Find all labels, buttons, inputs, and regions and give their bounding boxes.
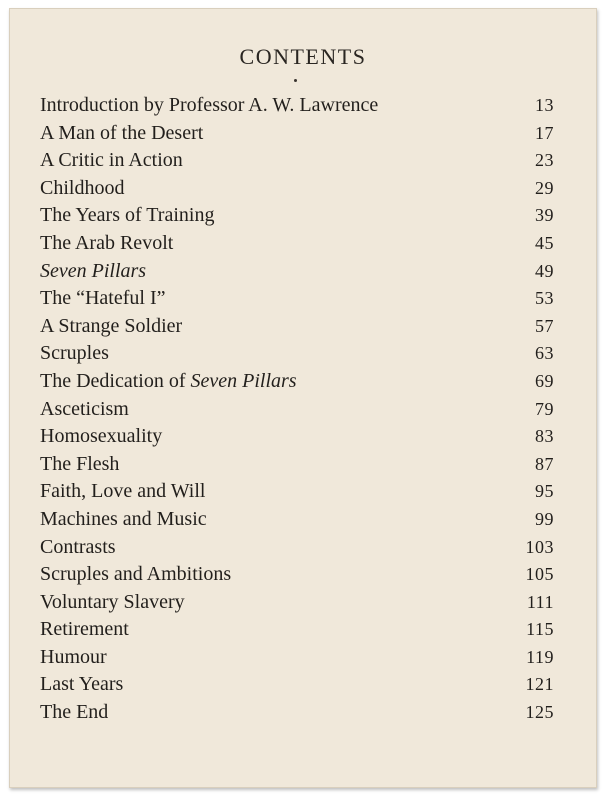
heading-ornament-dot <box>294 79 297 82</box>
toc-entry <box>40 425 554 453</box>
toc-entry <box>40 453 554 481</box>
toc-entry-page: 69 <box>535 370 554 391</box>
toc-entry <box>40 701 554 729</box>
toc-entry-title: Contrasts <box>40 535 116 558</box>
toc-entry-title: A Man of the Desert <box>40 121 204 144</box>
toc-entry-page: 23 <box>535 150 554 171</box>
toc-entry-title: Retirement <box>40 618 129 641</box>
toc-entry-title: The End <box>40 701 109 724</box>
toc-entry <box>40 618 554 646</box>
toc-entry <box>40 480 554 508</box>
toc-entry-title: Humour <box>40 645 107 668</box>
toc-entry-page: 87 <box>535 453 554 474</box>
toc-entry-title: The Arab Revolt <box>40 231 174 254</box>
toc-entry-title: Homosexuality <box>40 425 163 448</box>
toc-entry-title-italic: Seven Pillars <box>40 259 147 282</box>
toc-entry-title: The “Hateful I” <box>40 287 166 310</box>
toc-entry <box>40 232 554 260</box>
toc-entry <box>40 149 554 177</box>
toc-entry-page: 99 <box>535 508 554 529</box>
toc-entry <box>40 646 554 674</box>
toc-entry-title: The Years of Training <box>40 204 215 227</box>
toc-entry-page: 49 <box>535 260 554 281</box>
toc-entry-title: Scruples <box>40 342 109 365</box>
toc-entry <box>40 536 554 564</box>
toc-entry-page: 29 <box>535 177 554 198</box>
toc-entry <box>40 122 554 150</box>
toc-entry-title: Machines and Music <box>40 507 207 530</box>
toc-entry-page: 13 <box>535 95 554 115</box>
toc-entry-title: Last Years <box>40 673 124 696</box>
toc-entry-title: The Flesh <box>40 452 120 475</box>
toc-entry-page: 39 <box>535 205 554 226</box>
toc-entry <box>40 563 554 591</box>
toc-entry <box>40 315 554 343</box>
toc-entry-title: Voluntary Slavery <box>40 590 185 613</box>
toc-entry-title: Childhood <box>40 176 125 199</box>
toc-entry-page: 63 <box>535 343 554 364</box>
table-of-contents <box>40 94 554 729</box>
toc-entry <box>40 591 554 619</box>
toc-entry-page: 115 <box>526 619 554 640</box>
toc-entry-title-italic: Seven Pillars <box>190 369 297 392</box>
toc-entry-page: 53 <box>535 288 554 309</box>
toc-entry <box>40 260 554 288</box>
contents-heading: CONTENTS <box>239 44 367 69</box>
toc-entry-page: 57 <box>535 315 554 336</box>
toc-entry <box>40 508 554 536</box>
toc-entry <box>40 370 554 398</box>
toc-entry-title: A Strange Soldier <box>40 314 183 337</box>
toc-entry-page: 79 <box>535 398 554 419</box>
toc-entry-page: 17 <box>535 122 554 143</box>
toc-entry-page: 95 <box>535 481 554 502</box>
toc-entry-page: 121 <box>525 674 554 695</box>
toc-entry <box>40 177 554 205</box>
toc-entry-title <box>40 260 146 283</box>
toc-entry-title: Faith, Love and Will <box>40 480 206 503</box>
toc-entry-page: 119 <box>526 646 554 667</box>
toc-entry-title: Scruples and Ambitions <box>40 563 232 586</box>
toc-entry-page: 125 <box>525 702 554 723</box>
toc-entry-page: 45 <box>535 232 554 253</box>
toc-entry <box>40 94 554 122</box>
toc-entry <box>40 673 554 701</box>
toc-entry-title: Introduction by Professor A. W. Lawrence <box>40 94 379 116</box>
toc-entry-title <box>40 370 297 393</box>
toc-entry-title-prefix: The Dedication of <box>40 369 191 392</box>
toc-entry-title: Asceticism <box>40 397 129 420</box>
toc-entry-page: 105 <box>525 564 554 585</box>
book-page <box>9 8 597 788</box>
toc-entry <box>40 398 554 426</box>
toc-entry <box>40 342 554 370</box>
toc-entry-page: 83 <box>535 426 554 447</box>
toc-entry <box>40 204 554 232</box>
toc-entry-title: A Critic in Action <box>40 149 183 172</box>
toc-entry-page: 103 <box>525 536 554 557</box>
toc-entry <box>40 287 554 315</box>
toc-entry-page: 111 <box>526 591 554 612</box>
